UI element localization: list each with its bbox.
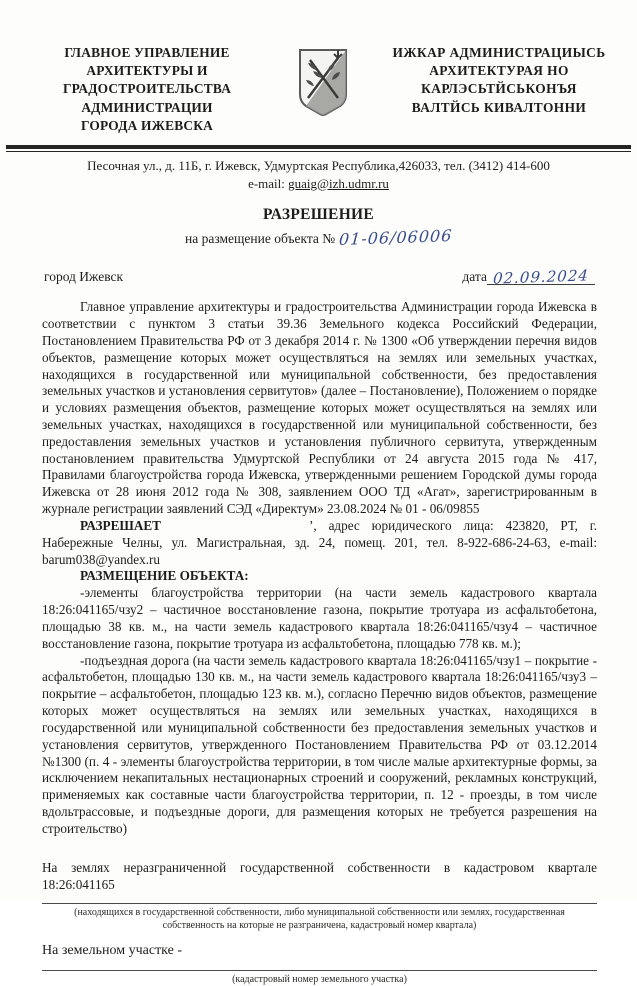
lands-caption: (находящихся в государственной собственности, либо муниципальной собственности или землях, государственная собственность на которые не разграничена, кадастровый номер квартала)	[74, 907, 565, 932]
lands-field-rule	[42, 903, 597, 904]
date-field	[487, 265, 595, 288]
address-line: Песочная ул., д. 11Б, г. Ижевск, Удмуртская Республика,426033, тел. (3412) 414-600	[87, 158, 550, 174]
document-body	[0, 299, 637, 986]
parcel-field-rule	[42, 970, 597, 971]
emblem-container	[288, 44, 358, 118]
org-line: АРХИТЕКТУРЫ И	[86, 63, 208, 79]
placement-item-1: -элементы благоустройства территории (на части земель кадастрового квартала 18:26:041165/чзу2 – частичное восстановление газона, покрытие тротуара из асфальтобетона, площадью 38 кв. м., на части земель кадастрового квартала 18:26:041165/чзу4 – частичное восстановление газона, покрытие тротуара из асфальтобетона, площадью 778 кв. м.);	[42, 585, 597, 651]
org-line: АРХИТЕКТУРАЯ НО	[429, 63, 569, 79]
izhevsk-coat-of-arms-icon	[294, 46, 352, 118]
org-address	[0, 157, 637, 192]
document-subtitle	[0, 226, 637, 250]
org-line: ИЖКАР АДМИНИСТРАЦИЫСЬ	[392, 45, 606, 60]
org-line: КАРЛЭСЬТЙСЬКОНЪЯ	[421, 81, 577, 97]
permit-remnant: ’,	[308, 517, 317, 533]
lands-line: На землях неразграниченной государственной собственности в кадастровом квартале 18:26:041165	[42, 859, 597, 892]
date-label: дата	[462, 269, 487, 285]
parcel-caption: (кадастровый номер земельного участка)	[232, 974, 407, 986]
email-line	[0, 175, 637, 193]
email-label: e-mail:	[248, 175, 289, 191]
org-line: ГОРОДА ИЖЕВСКА	[80, 117, 214, 133]
permit-address: адрес юридического лица: 423820, РТ, г. Набережные Челны, ул. Магистральная, зд. 24, помещ. 201, тел. 8-922-686-24-63, e-mail: barum038@yandex.ru	[42, 517, 597, 567]
parcel-line: На земельном участке -	[42, 943, 183, 959]
date-handwritten: 02.09.2024	[492, 265, 590, 288]
org-line: ГЛАВНОЕ УПРАВЛЕНИЕ	[64, 45, 230, 60]
org-name-russian	[28, 44, 266, 135]
org-line: ГРАДОСТРОИТЕЛЬСТВА	[62, 81, 232, 97]
placement-item-2: -подъездная дорога (на части земель кадастрового квартала 18:26:041165/чзу1 – покрытие - асфальтобетон, площадью 130 кв. м., на части земель кадастрового квартала 18:26:041165/чзу3 – покрытие – асфальтобетон, площадью 123 кв. м.), согласно Перечню видов объектов, размещение которых может осуществляться на землях или земельных участках, находящихся в государственной или муниципальной собственности без предоставления земельных участков и установления сервитутов, утвержденного Постановлением Правительства РФ от 03.12.2014 №1300 (п. 4 - элементы благоустройства территории, в том числе малые архитектурные формы, за исключением некапитальных нестационарных строений и сооружений, рекламных конструкций, применяемых как составные части благоустройства территории, п. 12 - проезды, в том числе вдольтрассовые, и подъездные дороги, для размещения которых не требуется разрешения на строительство)	[42, 652, 597, 836]
permit-number-handwritten: 01-06/06006	[337, 226, 453, 250]
permit-paragraph	[42, 518, 597, 568]
letterhead	[0, 0, 637, 135]
org-line: ВАЛТЙСЬ КИВАЛТОННИ	[411, 99, 587, 115]
subtitle-text: на размещение объекта №	[185, 231, 339, 247]
intro-paragraph: Главное управление архитектуры и градостроительства Администрации города Ижевска в соответствии с пунктом 3 статьи 39.36 Земельного кодекса Российский Федерации, Постановлением Правительства РФ от 3 декабря 2014 г. № 1300 «Об утверждении перечня видов объектов, размещение которых может осуществляться на землях или земельных участках, находящихся в государственной или муниципальной собственности, без предоставления земельных участков и установления сервитутов» (далее – Постановление), Положением о порядке и условиях размещения объектов, размещение которых может осуществляться на землях или земельных участках, находящихся в государственной или муниципальной собственности, без предоставления земельных участков и установления публичного сервитута, утвержденным постановлением правительства Удмуртской Республики от 24 августа 2015 года № 417, Правилами благоустройства города Ижевска, утвержденными решением Городской думы города Ижевска от 28 июня 2012 года № 308, заявлением ООО ТД «Агат», зарегистрированным в журнале регистрации заявлений СЭД «Директум» 23.08.2024 № 01 - 06/09855	[42, 299, 597, 517]
org-line: АДМИНИСТРАЦИИ	[81, 99, 213, 115]
city-label: город Ижевск	[44, 269, 124, 285]
org-name-udmurt	[379, 44, 619, 117]
permit-verb: РАЗРЕШАЕТ	[80, 517, 161, 533]
city-date-row	[0, 265, 637, 288]
placement-heading: РАЗМЕЩЕНИЕ ОБЪЕКТА:	[80, 568, 249, 584]
header-divider	[6, 145, 631, 152]
org-email: guaig@izh.udmr.ru	[288, 175, 389, 191]
document-title: РАЗРЕШЕНИЕ	[262, 206, 375, 224]
date-cell	[462, 265, 595, 288]
